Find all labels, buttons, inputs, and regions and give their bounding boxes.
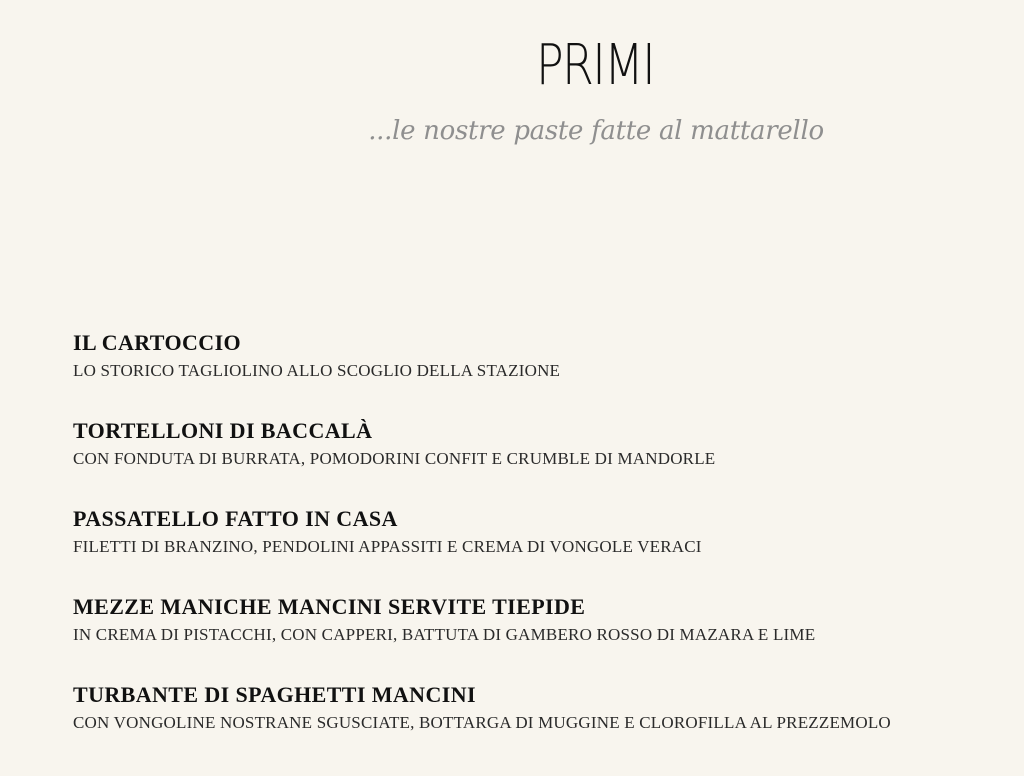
dish-name: TORTELLONI DI BACCALÀ [73, 418, 373, 443]
dish-name: IL CARTOCCIO [73, 330, 242, 355]
dish-name: TURBANTE DI SPAGHETTI MANCINI [73, 682, 476, 707]
dish-description: IN CREMA DI PISTACCHI, CON CAPPERI, BATTUTA DI GAMBERO ROSSO DI MAZARA E LIME [73, 625, 816, 644]
section-subtitle: ...le nostre paste fatte al mattarello [368, 116, 824, 146]
dish-name: PASSATELLO FATTO IN CASA [73, 506, 398, 531]
menu-item [73, 504, 993, 592]
menu-item [73, 680, 993, 768]
menu-list [73, 328, 993, 768]
menu-item [73, 592, 993, 680]
dish-description: LO STORICO TAGLIOLINO ALLO SCOGLIO DELLA STAZIONE [73, 361, 561, 380]
menu-item [73, 416, 993, 504]
section-title: PRIMI [535, 33, 655, 98]
dish-name: MEZZE MANICHE MANCINI SERVITE TIEPIDE [73, 594, 586, 619]
menu-item [73, 328, 993, 416]
dish-description: FILETTI DI BRANZINO, PENDOLINI APPASSITI E CREMA DI VONGOLE VERACI [73, 537, 702, 556]
dish-description: CON VONGOLINE NOSTRANE SGUSCIATE, BOTTARGA DI MUGGINE E CLOROFILLA AL PREZZEMOLO [73, 713, 891, 732]
dish-description: CON FONDUTA DI BURRATA, POMODORINI CONFIT E CRUMBLE DI MANDORLE [73, 449, 716, 468]
